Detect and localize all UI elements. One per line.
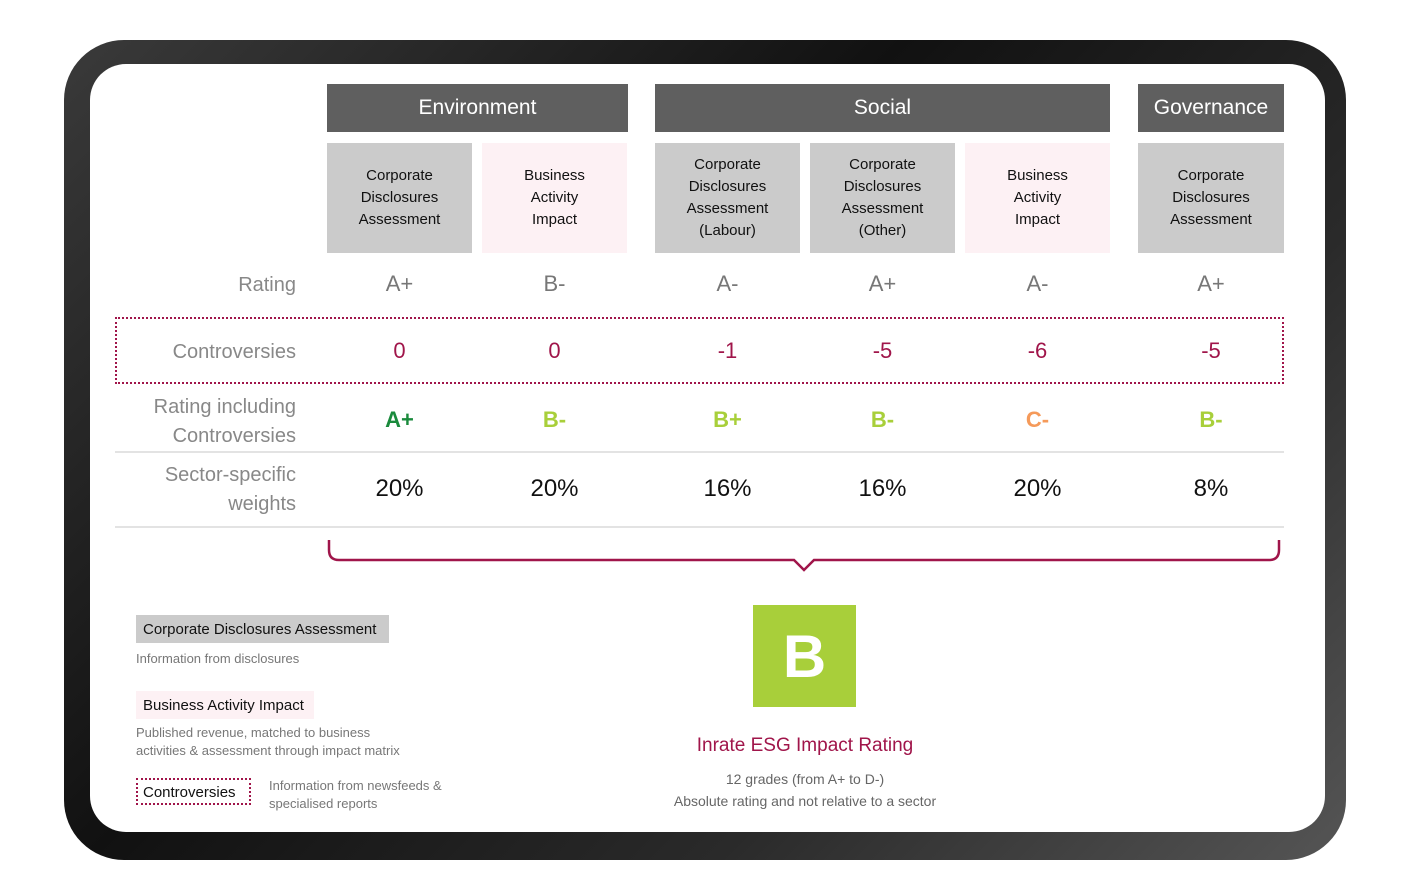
- rating-incl-value: A+: [385, 407, 414, 432]
- group-social: Social: [655, 84, 1110, 132]
- brace: [320, 535, 1290, 575]
- legend-cda-desc: Information from disclosures: [136, 651, 300, 666]
- row-label-rating-incl: Rating including Controversies: [153, 396, 296, 447]
- rating-incl-value: B+: [713, 407, 742, 432]
- legend-bai-title: Business Activity Impact: [136, 691, 314, 719]
- controversies-value: -5: [872, 338, 893, 363]
- legend-bai-desc: Published revenue, matched to business activities & assessment through impact matrix: [136, 725, 400, 758]
- rating-incl-value: B-: [1199, 407, 1223, 432]
- row-label-controversies: Controversies: [172, 341, 296, 363]
- rating-incl-value: C-: [1025, 407, 1050, 432]
- overall-grade-badge: B: [753, 605, 856, 707]
- row-label-weights: Sector-specific weights: [164, 464, 296, 515]
- pillar-header: Business Activity Impact: [965, 143, 1110, 253]
- result-desc-grades: 12 grades (from A+ to D-): [725, 771, 885, 787]
- pillar-header: Corporate Disclosures Assessment: [1138, 143, 1284, 253]
- rating-incl-value: B-: [870, 407, 895, 432]
- controversies-value: -6: [1027, 338, 1048, 363]
- result-desc-absolute: Absolute rating and not relative to a sector: [673, 793, 937, 809]
- result-title: Inrate ESG Impact Rating: [696, 735, 914, 756]
- weight-value: 20%: [1013, 475, 1062, 502]
- controversies-value: -1: [717, 338, 738, 363]
- legend-controversies-desc: Information from newsfeeds & specialised reports: [269, 778, 442, 811]
- legend-cda-title: Corporate Disclosures Assessment: [136, 615, 389, 643]
- group-governance: Governance: [1138, 84, 1284, 132]
- rating-value: A-: [716, 271, 739, 296]
- rating-value: A+: [1197, 271, 1225, 296]
- pillar-header: Corporate Disclosures Assessment (Other): [810, 143, 955, 253]
- rating-value: A+: [868, 271, 897, 296]
- weight-value: 16%: [858, 475, 907, 502]
- rating-value: A+: [385, 271, 414, 296]
- weight-value: 20%: [530, 475, 579, 502]
- weight-value: 8%: [1193, 475, 1229, 502]
- group-environment: Environment: [327, 84, 628, 132]
- controversies-value: 0: [548, 338, 561, 363]
- rating-value: A-: [1026, 271, 1049, 296]
- weight-value: 20%: [375, 475, 424, 502]
- weight-value: 16%: [703, 475, 752, 502]
- controversies-value: -5: [1201, 338, 1221, 363]
- row-label-rating: Rating: [238, 274, 296, 296]
- pillar-header: Corporate Disclosures Assessment: [327, 143, 472, 253]
- divider: [115, 526, 1284, 528]
- pillar-header: Business Activity Impact: [482, 143, 627, 253]
- legend-controversies-title: Controversies: [136, 778, 251, 805]
- rating-incl-value: B-: [542, 407, 567, 432]
- divider: [115, 451, 1284, 453]
- rating-value: B-: [543, 271, 566, 296]
- pillar-header: Corporate Disclosures Assessment (Labour): [655, 143, 800, 253]
- controversies-value: 0: [393, 338, 406, 363]
